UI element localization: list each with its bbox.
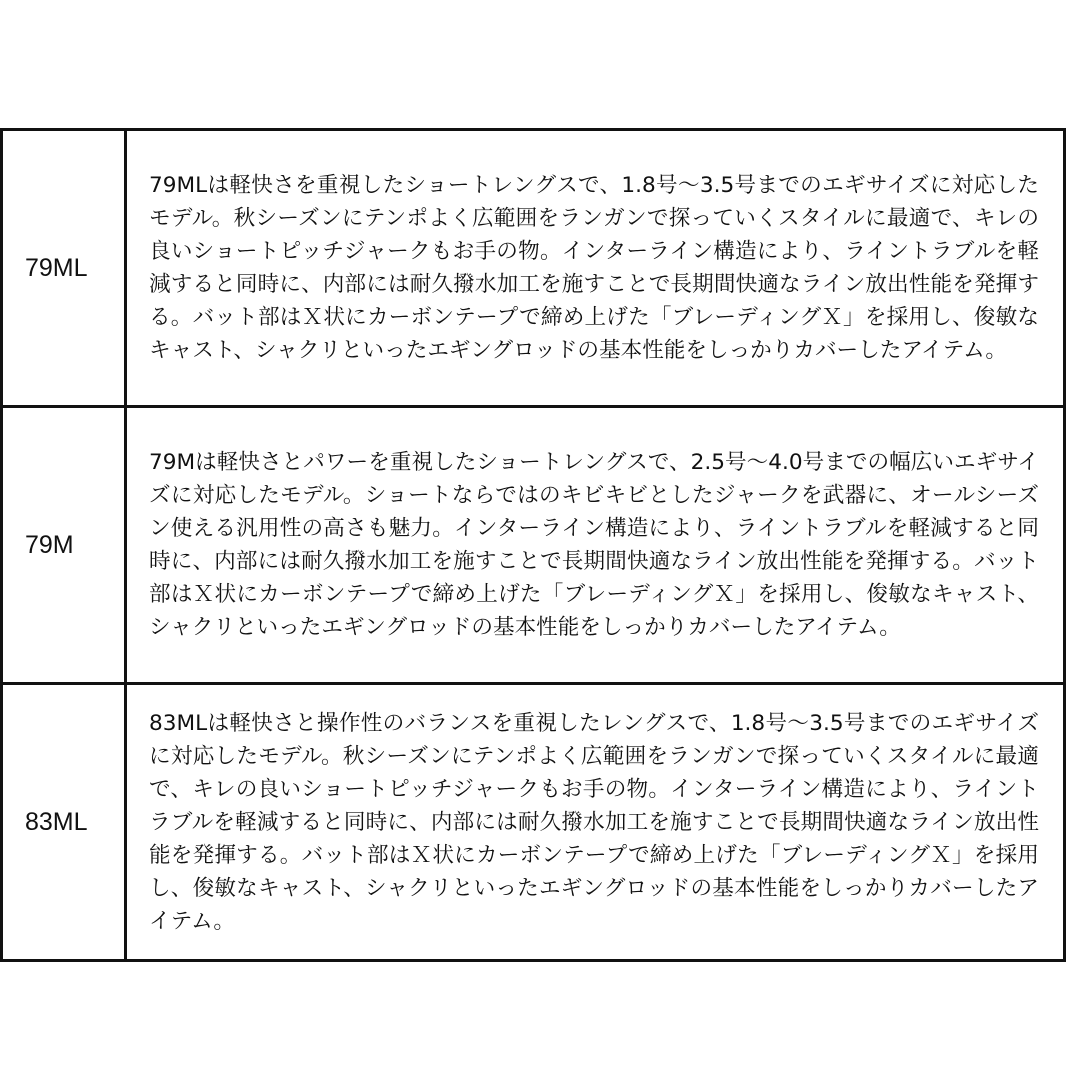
table-row bbox=[2, 130, 1065, 407]
table-row bbox=[2, 684, 1065, 961]
model-name-cell: 83ML bbox=[2, 684, 126, 961]
model-description-cell: 79Mは軽快さとパワーを重視したショートレングスで、2.5号〜4.0号までの幅広いエギサイズに対応したモデル。ショートならではのキビキビとしたジャークを武器に、オールシーズン使える汎用性の高さも魅力。インターライン構造により、ライントラブルを軽減すると同時に、内部には耐久撥水加工を施すことで長期間快適なライン放出性能を発揮する。バット部はＸ状にカーボンテープで締め上げた「ブレーディングＸ」を採用し、俊敏なキャスト、シャクリといったエギングロッドの基本性能をしっかりカバーしたアイテム。 bbox=[126, 407, 1065, 684]
table-row bbox=[2, 407, 1065, 684]
model-spec-table bbox=[0, 128, 1066, 962]
model-name-cell: 79ML bbox=[2, 130, 126, 407]
model-description-cell: 83MLは軽快さと操作性のバランスを重視したレングスで、1.8号〜3.5号までのエギサイズに対応したモデル。秋シーズンにテンポよく広範囲をランガンで探っていくスタイルに最適で、キレの良いショートピッチジャークもお手の物。インターライン構造により、ライントラブルを軽減すると同時に、内部には耐久撥水加工を施すことで長期間快適なライン放出性能を発揮する。バット部はＸ状にカーボンテープで締め上げた「ブレーディングＸ」を採用し、俊敏なキャスト、シャクリといったエギングロッドの基本性能をしっかりカバーしたアイテム。 bbox=[126, 684, 1065, 961]
model-name-cell: 79M bbox=[2, 407, 126, 684]
model-description-cell: 79MLは軽快さを重視したショートレングスで、1.8号〜3.5号までのエギサイズに対応したモデル。秋シーズンにテンポよく広範囲をランガンで探っていくスタイルに最適で、キレの良いショートピッチジャークもお手の物。インターライン構造により、ライントラブルを軽減すると同時に、内部には耐久撥水加工を施すことで長期間快適なライン放出性能を発揮する。バット部はＸ状にカーボンテープで締め上げた「ブレーディングＸ」を採用し、俊敏なキャスト、シャクリといったエギングロッドの基本性能をしっかりカバーしたアイテム。 bbox=[126, 130, 1065, 407]
